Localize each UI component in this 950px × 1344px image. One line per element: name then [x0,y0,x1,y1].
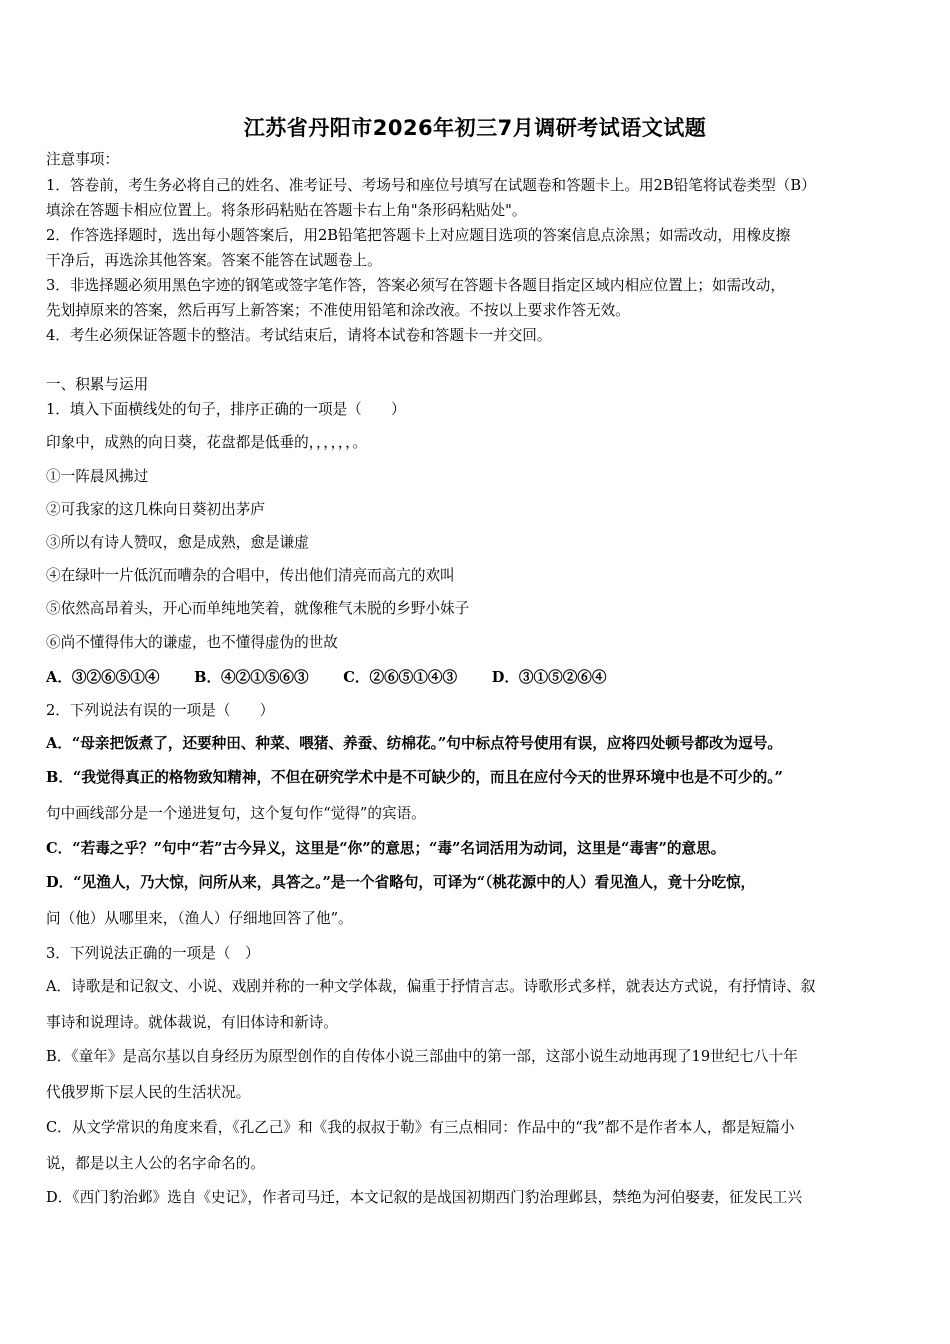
question-1-stem: 1．填入下面横线处的句子，排序正确的一项是（ ） [46,401,406,418]
question-2-option-line: 问（他）从哪里来，（渔人）仔细地回答了他”。 [46,910,353,927]
question-1-item: ⑤依然高昂着头，开心而单纯地笑着，就像稚气未脱的乡野小妹子 [46,600,470,617]
notice-heading: 注意事项： [46,151,119,168]
question-2-option-line: C．“若毒之乎？”句中“若”古今异义，这里是“你”的意思；“毒”名词活用为动词，这里是“毒害”的意思。 [46,840,726,857]
question-1-item: ⑥尚不懂得伟大的谦虚，也不懂得虚伪的世故 [46,634,338,651]
question-1-item: ②可我家的这几株向日葵初出茅庐 [46,501,265,518]
option-b: B．④②①⑤⑥③ [194,669,309,686]
notice-line: 4．考生必须保证答题卡的整洁。考试结束后，请将本试卷和答题卡一并交回。 [46,327,552,344]
question-2-option-line: 句中画线部分是一个递进复句，这个复句作“觉得”的宾语。 [46,805,426,822]
question-3-option-line: 说，都是以主人公的名字命名的。 [46,1155,265,1172]
question-2-option-line: A．“母亲把饭煮了，还要种田、种菜、喂猪、养蚕、纺棉花。”句中标点符号使用有误，应将四处顿号都改为逗号。 [46,735,782,752]
question-2-option-line: B．“我觉得真正的格物致知精神，不但在研究学术中是不可缺少的，而且在应付今天的世界环境中也是不可少的。” [46,769,783,786]
question-3-option-line: B．《童年》是高尔基以自身经历为原型创作的自传体小说三部曲中的第一部，这部小说生动地再现了19世纪七八十年 [46,1048,798,1065]
question-3-option-line: 代俄罗斯下层人民的生活状况。 [46,1084,251,1101]
question-1-item: ①一阵晨风拂过 [46,468,149,485]
notice-line: 3．非选择题必须用黑色字迹的钢笔或签字笔作答，答案必须写在答题卡各题目指定区域内相应位置上；如需改动， [46,277,785,294]
question-3-option-line: 事诗和说理诗。就体裁说，有旧体诗和新诗。 [46,1014,338,1031]
question-3-option-line: A．诗歌是和记叙文、小说、戏剧并称的一种文学体裁，偏重于抒情言志。诗歌形式多样，就表达方式说，有抒情诗、叙 [46,978,816,995]
question-3-option-line: C．从文学常识的角度来看，《孔乙己》和《我的叔叔于勒》有三点相同：作品中的“我”都不是作者本人，都是短篇小 [46,1119,795,1136]
notice-line: 填涂在答题卡相应位置上。将条形码粘贴在答题卡右上角"条形码粘贴处"。 [46,202,527,219]
notice-line: 1．答卷前，考生务必将自己的姓名、准考证号、考场号和座位号填写在试题卷和答题卡上。用2B铅笔将试卷类型（B） [46,177,816,194]
question-2-stem: 2．下列说法有误的一项是（ ） [46,702,275,719]
question-3-stem: 3．下列说法正确的一项是（ ） [46,945,260,962]
option-a: A．③②⑥⑤①④ [46,669,160,686]
option-d: D．③①⑤②⑥④ [491,669,607,686]
question-2-option-line: D．“见渔人，乃大惊，问所从来，具答之。”是一个省略句，可译为“（桃花源中的人）看见渔人，竟十分吃惊， [46,874,756,891]
question-1-item: ③所以有诗人赞叹，愈是成熟，愈是谦虚 [46,534,309,551]
option-c: C．②⑥⑤①④③ [343,669,458,686]
section-heading: 一、积累与运用 [46,376,149,393]
notice-line: 先划掉原来的答案，然后再写上新答案；不准使用铅笔和涂改液。不按以上要求作答无效。 [46,302,630,319]
question-1-item: ④在绿叶一片低沉而嘈杂的合唱中，传出他们清亮而高亢的欢叫 [46,567,455,584]
question-1-options [46,666,637,687]
question-3-option-line: D．《西门豹治邺》选自《史记》，作者司马迁，本文记叙的是战国初期西门豹治理邺县，禁绝为河伯娶妻，征发民工兴 [46,1189,802,1206]
page-title: 江苏省丹阳市2026年初三7月调研考试语文试题 [243,116,707,140]
notice-line: 干净后，再选涂其他答案。答案不能答在试题卷上。 [46,252,382,269]
question-1-passage: 印象中，成熟的向日葵，花盘都是低垂的，，，，，，。 [46,434,368,451]
notice-line: 2．作答选择题时，选出每小题答案后，用2B铅笔把答题卡上对应题目选项的答案信息点涂黑；如需改动，用橡皮擦 [46,227,791,244]
